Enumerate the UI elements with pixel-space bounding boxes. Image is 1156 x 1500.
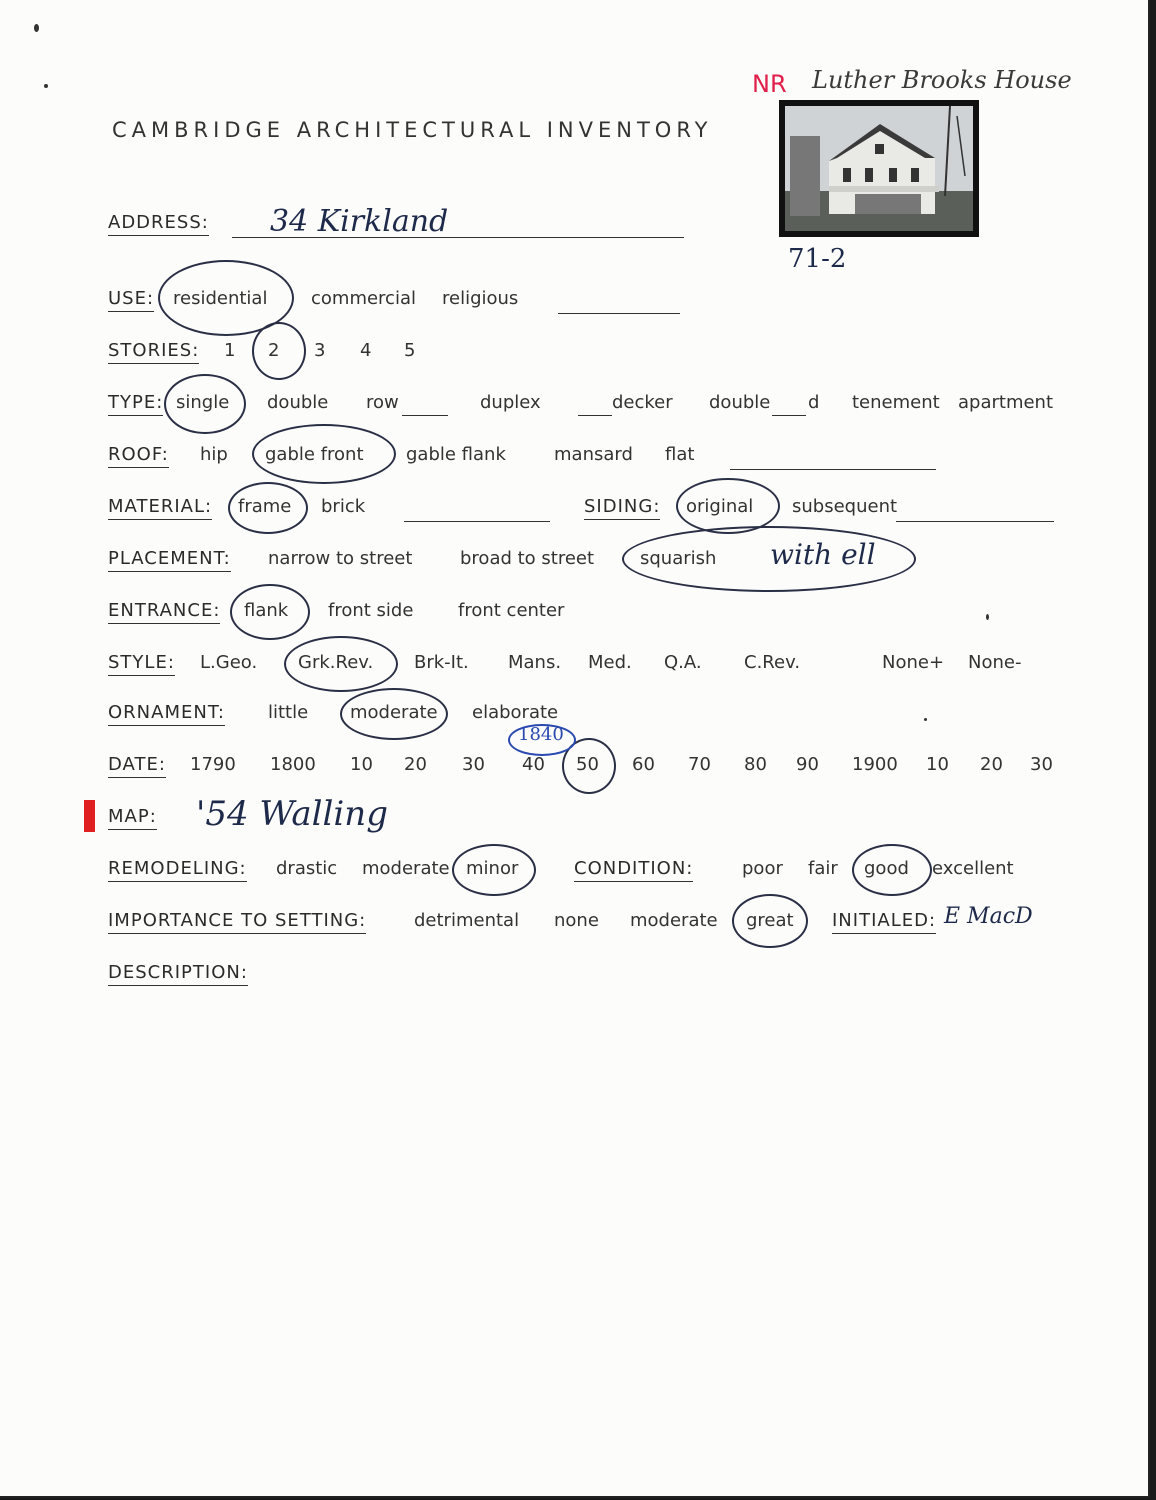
use-option-religious[interactable]: religious bbox=[442, 288, 519, 309]
material-selected-circle bbox=[228, 482, 308, 534]
material-option-brick[interactable]: brick bbox=[321, 496, 366, 517]
date-option-40[interactable]: 40 bbox=[522, 754, 545, 775]
type-option-duplex[interactable]: duplex bbox=[480, 392, 541, 413]
style-option-lgeo[interactable]: L.Geo. bbox=[200, 652, 258, 673]
siding-label: SIDING: bbox=[584, 496, 660, 520]
condition-option-poor[interactable]: poor bbox=[742, 858, 783, 879]
siding-option-original[interactable]: original bbox=[686, 496, 754, 517]
type-option-d[interactable]: d bbox=[808, 392, 820, 413]
speck bbox=[986, 614, 989, 620]
stories-option-3[interactable]: 3 bbox=[314, 340, 326, 361]
ornament-option-little[interactable]: little bbox=[268, 702, 309, 723]
address-row bbox=[0, 204, 1148, 252]
remodeling-option-moderate[interactable]: moderate bbox=[362, 858, 450, 879]
date-option-90[interactable]: 90 bbox=[796, 754, 819, 775]
date-option-1900[interactable]: 1900 bbox=[852, 754, 898, 775]
style-option-brkit[interactable]: Brk-It. bbox=[414, 652, 469, 673]
date-option-50[interactable]: 50 bbox=[576, 754, 599, 775]
roof-label: ROOF: bbox=[108, 444, 169, 468]
map-row bbox=[0, 794, 1148, 846]
use-row bbox=[0, 288, 1148, 328]
initialed-value[interactable]: E MacD bbox=[944, 904, 1033, 929]
photo-number: 71-2 bbox=[788, 244, 847, 274]
remodeling-row bbox=[0, 858, 1148, 898]
entrance-option-front-center[interactable]: front center bbox=[458, 600, 565, 621]
date-option-10[interactable]: 10 bbox=[350, 754, 373, 775]
date-option-80[interactable]: 80 bbox=[744, 754, 767, 775]
roof-option-flat[interactable]: flat bbox=[665, 444, 695, 465]
entrance-label: ENTRANCE: bbox=[108, 600, 220, 624]
condition-option-fair[interactable]: fair bbox=[808, 858, 838, 879]
use-option-residential[interactable]: residential bbox=[173, 288, 268, 309]
style-option-crev[interactable]: C.Rev. bbox=[744, 652, 801, 673]
date-option-60[interactable]: 60 bbox=[632, 754, 655, 775]
map-value[interactable]: '54 Walling bbox=[196, 794, 388, 834]
stories-option-5[interactable]: 5 bbox=[404, 340, 416, 361]
house-name-annotation: Luther Brooks House bbox=[812, 66, 1072, 94]
condition-label: CONDITION: bbox=[574, 858, 693, 882]
importance-selected-circle bbox=[732, 894, 808, 948]
roof-option-gable-flank[interactable]: gable flank bbox=[406, 444, 506, 465]
style-option-none-plus[interactable]: None+ bbox=[882, 652, 945, 673]
remodeling-selected-circle bbox=[452, 844, 536, 896]
initialed-label: INITIALED: bbox=[832, 910, 936, 934]
remodeling-option-drastic[interactable]: drastic bbox=[276, 858, 338, 879]
style-option-none-minus[interactable]: None- bbox=[968, 652, 1022, 673]
date-option-1910[interactable]: 10 bbox=[926, 754, 949, 775]
style-option-qa[interactable]: Q.A. bbox=[664, 652, 702, 673]
nr-annotation: NR bbox=[752, 70, 787, 98]
placement-handwritten-note[interactable]: with ell bbox=[770, 538, 876, 571]
type-label: TYPE: bbox=[108, 392, 163, 416]
type-option-double[interactable]: double bbox=[267, 392, 329, 413]
roof-row bbox=[0, 444, 1148, 484]
entrance-option-front-side[interactable]: front side bbox=[328, 600, 414, 621]
material-row bbox=[0, 496, 1148, 536]
date-option-1790[interactable]: 1790 bbox=[190, 754, 236, 775]
siding-option-subsequent[interactable]: subsequent bbox=[792, 496, 898, 517]
remodeling-label: REMODELING: bbox=[108, 858, 247, 882]
type-row bbox=[0, 392, 1148, 432]
importance-label: IMPORTANCE TO SETTING: bbox=[108, 910, 366, 934]
entrance-option-flank[interactable]: flank bbox=[244, 600, 289, 621]
style-option-mans[interactable]: Mans. bbox=[508, 652, 562, 673]
condition-option-good[interactable]: good bbox=[864, 858, 909, 879]
date-option-70[interactable]: 70 bbox=[688, 754, 711, 775]
date-option-1800[interactable]: 1800 bbox=[270, 754, 316, 775]
ornament-label: ORNAMENT: bbox=[108, 702, 225, 726]
type-option-apartment[interactable]: apartment bbox=[958, 392, 1054, 413]
ornament-selected-circle bbox=[340, 688, 448, 740]
use-option-commercial[interactable]: commercial bbox=[311, 288, 416, 309]
form-title: CAMBRIDGE ARCHITECTURAL INVENTORY bbox=[112, 118, 713, 142]
remodeling-option-minor[interactable]: minor bbox=[466, 858, 519, 879]
date-handwritten-year[interactable]: 1840 bbox=[518, 724, 564, 745]
address-label: ADDRESS: bbox=[108, 212, 209, 236]
stories-option-1[interactable]: 1 bbox=[224, 340, 236, 361]
condition-option-excellent[interactable]: excellent bbox=[932, 858, 1014, 879]
description-label: DESCRIPTION: bbox=[108, 962, 248, 986]
roof-option-gable-front[interactable]: gable front bbox=[265, 444, 364, 465]
importance-option-none[interactable]: none bbox=[554, 910, 599, 931]
stories-option-2[interactable]: 2 bbox=[268, 340, 280, 361]
importance-row bbox=[0, 904, 1148, 950]
date-label: DATE: bbox=[108, 754, 166, 778]
stories-row bbox=[0, 340, 1148, 380]
importance-option-moderate[interactable]: moderate bbox=[630, 910, 718, 931]
placement-selected-circle bbox=[622, 526, 916, 592]
material-option-frame[interactable]: frame bbox=[238, 496, 292, 517]
placement-option-broad[interactable]: broad to street bbox=[460, 548, 595, 569]
red-marker bbox=[84, 800, 95, 832]
roof-option-mansard[interactable]: mansard bbox=[554, 444, 633, 465]
address-value[interactable]: 34 Kirkland bbox=[270, 204, 449, 239]
type-option-tenement[interactable]: tenement bbox=[852, 392, 940, 413]
type-option-decker[interactable]: decker bbox=[612, 392, 673, 413]
date-row bbox=[0, 724, 1148, 794]
speck bbox=[44, 84, 48, 88]
date-option-1930[interactable]: 30 bbox=[1030, 754, 1053, 775]
condition-selected-circle bbox=[852, 844, 932, 896]
placement-option-squarish[interactable]: squarish bbox=[640, 548, 717, 569]
date-option-30[interactable]: 30 bbox=[462, 754, 485, 775]
style-option-med[interactable]: Med. bbox=[588, 652, 632, 673]
style-selected-circle bbox=[284, 636, 398, 692]
map-label: MAP: bbox=[108, 806, 157, 830]
style-row bbox=[0, 652, 1148, 692]
material-label: MATERIAL: bbox=[108, 496, 212, 520]
placement-label: PLACEMENT: bbox=[108, 548, 231, 572]
placement-row bbox=[0, 538, 1148, 588]
ornament-option-elaborate[interactable]: elaborate bbox=[472, 702, 559, 723]
date-option-1920[interactable]: 20 bbox=[980, 754, 1003, 775]
speck bbox=[34, 24, 39, 32]
roof-option-hip[interactable]: hip bbox=[200, 444, 228, 465]
entrance-row bbox=[0, 600, 1148, 640]
style-option-grkrev[interactable]: Grk.Rev. bbox=[298, 652, 374, 673]
placement-option-narrow[interactable]: narrow to street bbox=[268, 548, 413, 569]
use-label: USE: bbox=[108, 288, 154, 312]
type-option-row[interactable]: row bbox=[366, 392, 399, 413]
roof-selected-circle bbox=[252, 424, 396, 484]
importance-option-detrimental[interactable]: detrimental bbox=[414, 910, 520, 931]
stories-label: STORIES: bbox=[108, 340, 199, 364]
ornament-option-moderate[interactable]: moderate bbox=[350, 702, 438, 723]
importance-option-great[interactable]: great bbox=[746, 910, 794, 931]
stories-option-4[interactable]: 4 bbox=[360, 340, 372, 361]
speck bbox=[924, 718, 927, 721]
style-label: STYLE: bbox=[108, 652, 175, 676]
type-option-double-decker[interactable]: double bbox=[709, 392, 771, 413]
stories-selected-circle bbox=[252, 322, 306, 380]
entrance-selected-circle bbox=[230, 584, 310, 640]
type-option-single[interactable]: single bbox=[176, 392, 230, 413]
date-option-20[interactable]: 20 bbox=[404, 754, 427, 775]
description-row bbox=[0, 962, 1148, 1002]
type-selected-circle bbox=[164, 374, 246, 434]
